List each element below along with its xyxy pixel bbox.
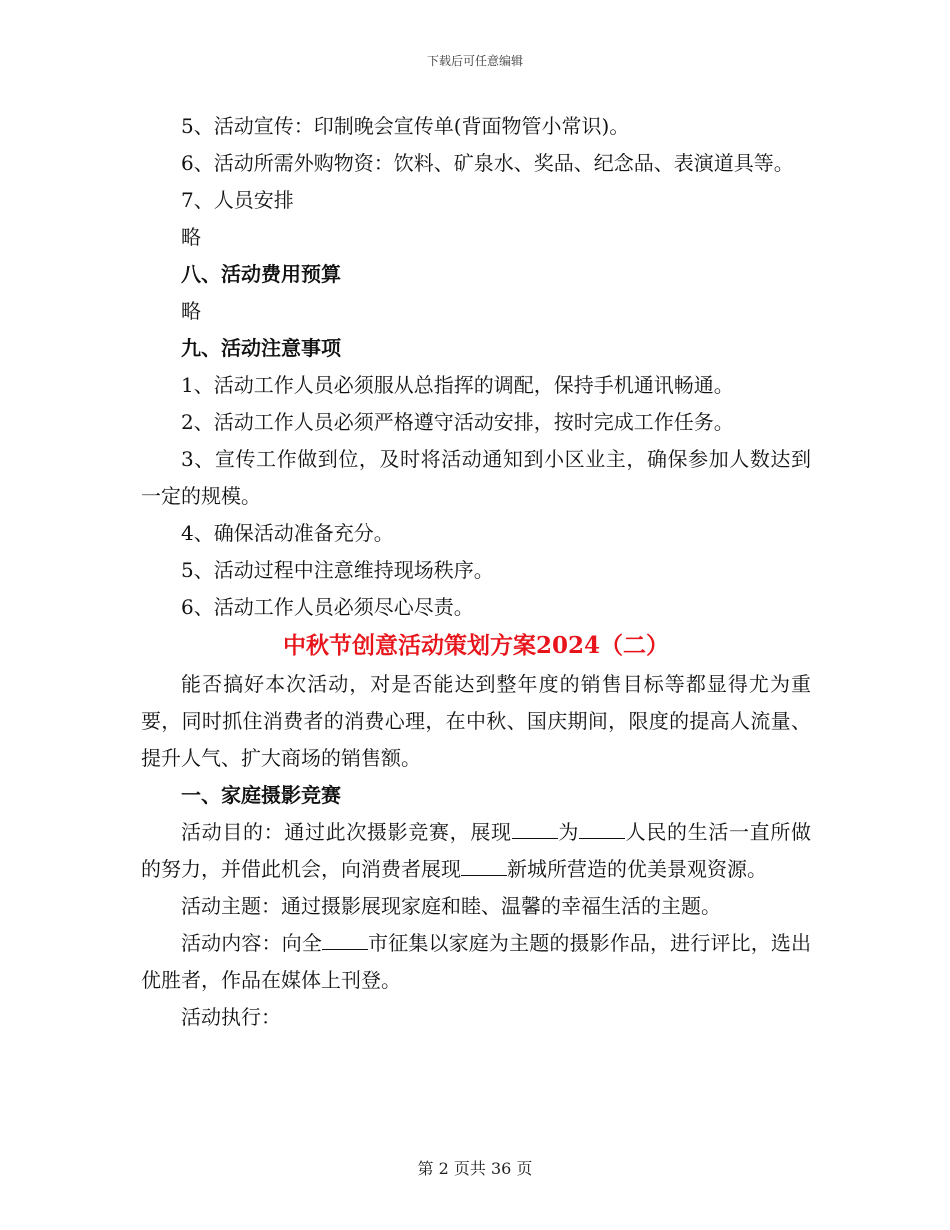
text-run: 活动目的：通过此次摄影竞赛，展现 xyxy=(181,820,512,844)
blank-line xyxy=(322,931,368,950)
blank-line xyxy=(512,820,558,839)
text-run: 活动内容：向全 xyxy=(181,931,322,955)
list-item: 4、确保活动准备充分。 xyxy=(181,521,394,545)
paragraph: 略 xyxy=(181,225,201,249)
blank-line xyxy=(461,857,507,876)
document-body xyxy=(141,108,811,1036)
text-run: 人民的生活一直所做的努力，并借此机会，向消费者展现 xyxy=(141,820,812,881)
page-footer: 第 2 页共 36 页 xyxy=(417,1159,533,1178)
paragraph: 能否搞好本次活动，对是否能达到整年度的销售目标等都显得尤为重要，同时抓住消费者的消费心理，在中秋、国庆期间，限度的提高人流量、提升人气、扩大商场的销售额。 xyxy=(141,672,811,770)
paragraph xyxy=(141,814,811,888)
paragraph: 7、人员安排 xyxy=(181,188,294,212)
section-title: 中秋节创意活动策划方案2024（二） xyxy=(282,632,669,659)
paragraph: 6、活动所需外购物资：饮料、矿泉水、奖品、纪念品、表演道具等。 xyxy=(181,151,794,175)
paragraph: 5、活动宣传：印制晚会宣传单(背面物管小常识)。 xyxy=(181,114,630,138)
paragraph xyxy=(141,925,811,999)
list-item: 5、活动过程中注意维持现场秩序。 xyxy=(181,558,494,582)
list-item: 3、宣传工作做到位，及时将活动通知到小区业主，确保参加人数达到一定的规模。 xyxy=(141,447,811,508)
text-run: 新城所营造的优美景观资源。 xyxy=(507,857,767,881)
list-item: 6、活动工作人员必须尽心尽责。 xyxy=(181,595,474,619)
section-heading: 九、活动注意事项 xyxy=(181,336,341,360)
list-item: 2、活动工作人员必须严格遵守活动安排，按时完成工作任务。 xyxy=(181,410,734,434)
section-heading: 八、活动费用预算 xyxy=(181,262,341,286)
page-header: 下载后可任意编辑 xyxy=(426,54,523,68)
paragraph: 略 xyxy=(181,299,201,323)
list-item: 1、活动工作人员必须服从总指挥的调配，保持手机通讯畅通。 xyxy=(181,373,734,397)
text-run: 市征集以家庭为主题的摄影作品，进行评比，选出优胜者，作品在媒体上刊登。 xyxy=(141,931,812,992)
text-run: 为 xyxy=(557,820,580,844)
blank-line xyxy=(579,820,625,839)
paragraph: 活动主题：通过摄影展现家庭和睦、温馨的幸福生活的主题。 xyxy=(181,894,721,918)
paragraph: 活动执行： xyxy=(181,1005,281,1029)
section-heading: 一、家庭摄影竞赛 xyxy=(181,783,341,807)
